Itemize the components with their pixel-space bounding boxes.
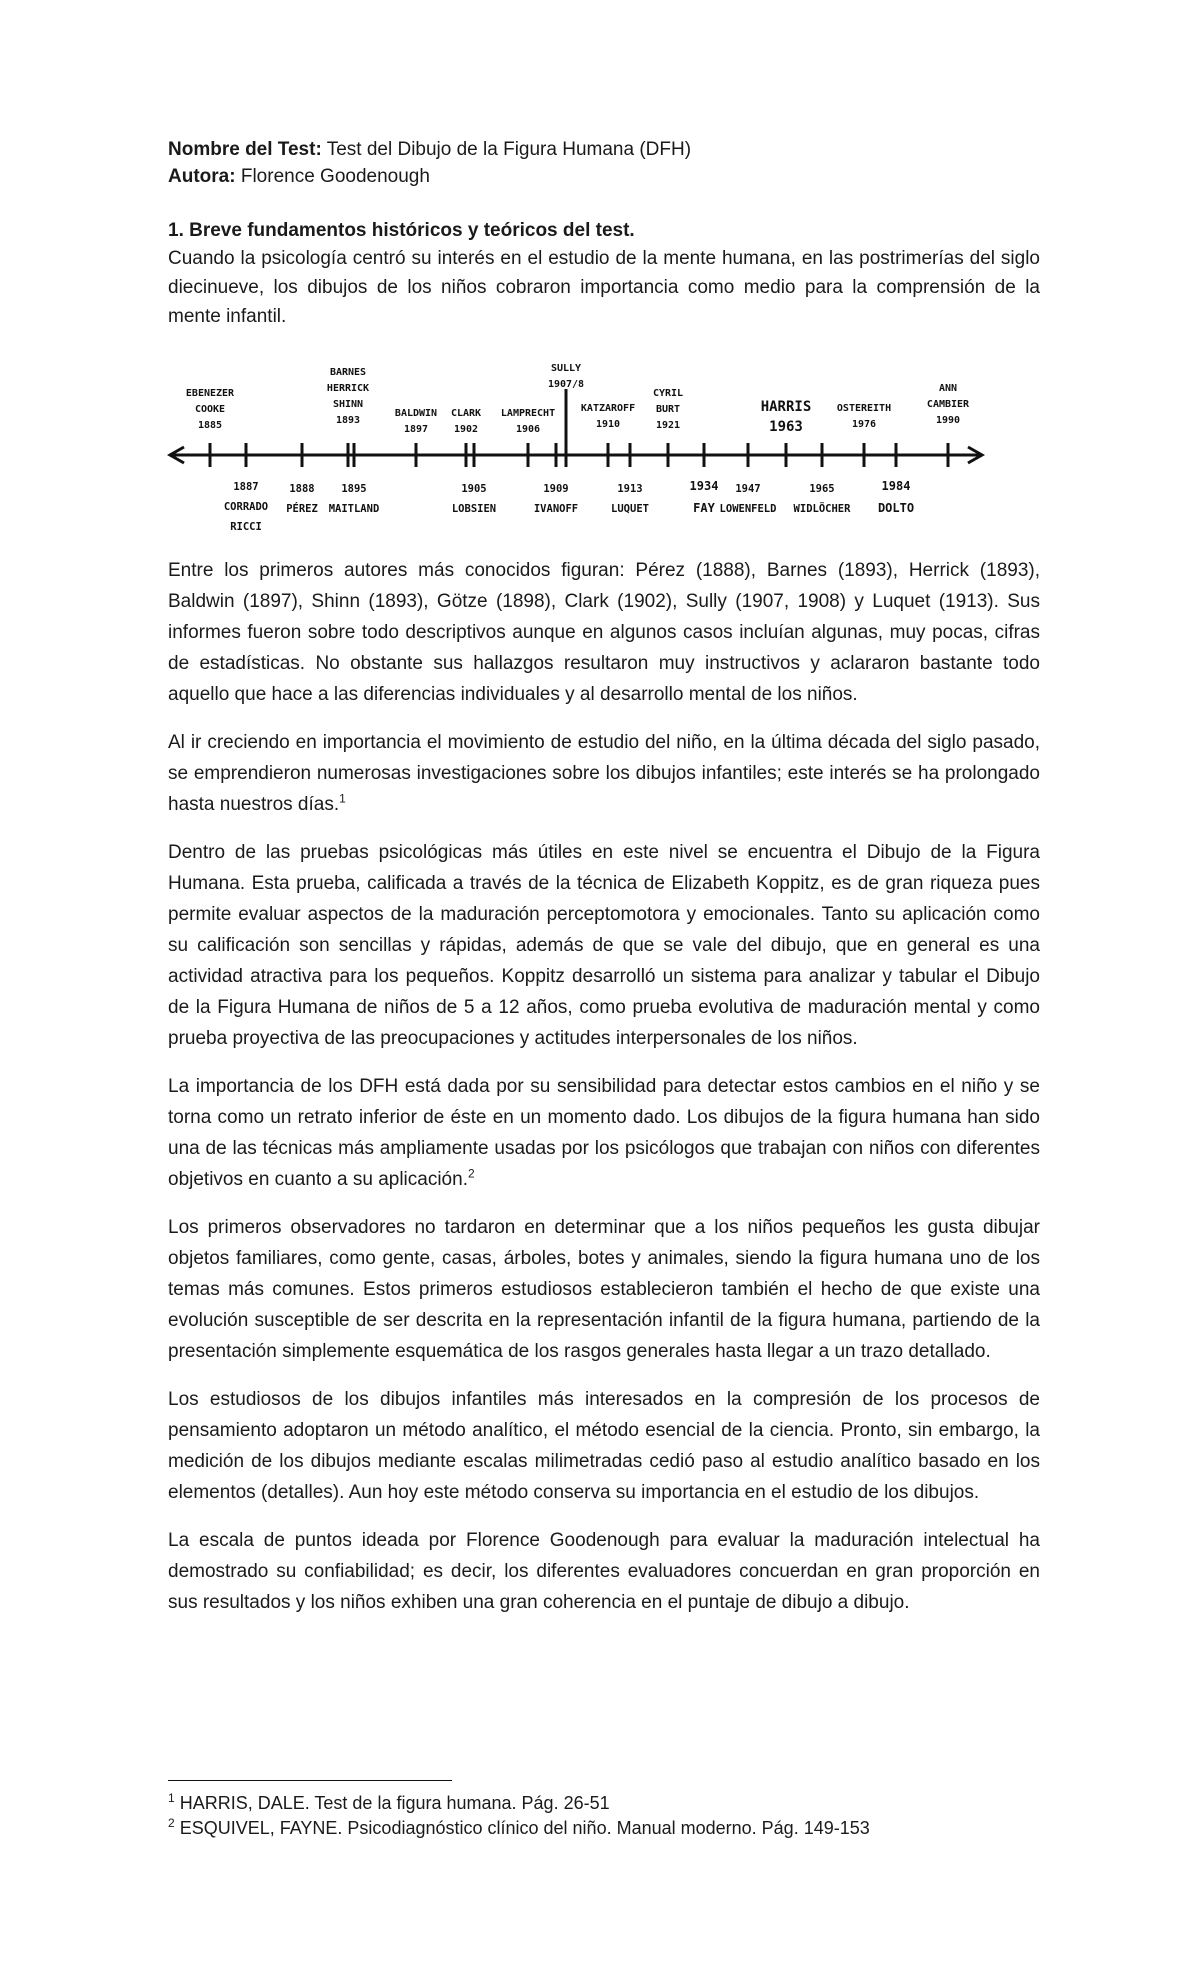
timeline-label-above: CYRIL [652, 388, 684, 399]
paragraph-importance-text: La importancia de los DFH está dada por su sensibilidad para detectar estos cambios en el niño y se torna como un retrato inferior de éste en un momento dado. Los dibujos de la figura humana han sido una de las técnicas más ampliamente usadas por los psicólogos que trabajan con niños con diferentes objetivos en cuanto a su aplicación. [168, 1076, 1040, 1190]
timeline-label-above: 1907/8 [547, 379, 585, 390]
timeline-label-above: OSTEREITH [836, 403, 892, 414]
author-value: Florence Goodenough [240, 166, 430, 187]
footnote-ref-2[interactable]: 2 [467, 1166, 475, 1181]
paragraph-observers: Los primeros observadores no tardaron en determinar que a los niños pequeños les gusta dibujar objetos familiares, como gente, casas, árboles, botes y animales, siendo la figura humana uno de los temas más comunes. Estos primeros estudiosos establecieron también el hecho de que existe una evolución susceptible de ser descrita en la representación infantil de la figura humana, partiendo de la presentación simplemente esquemática de los rasgos generales hasta llegar a un trazo detallado. [168, 1217, 1040, 1362]
footnote-separator [168, 1780, 452, 1781]
paragraph-goodenough-scale: La escala de puntos ideada por Florence Goodenough para evaluar la maduración intelectual ha demostrado su confiabilidad; es decir, los diferentes evaluadores concuerdan en gran proporción en sus resultados y los niños exhiben una gran coherencia en el puntaje de dibujo a dibujo. [168, 1530, 1040, 1613]
history-timeline [168, 349, 1040, 533]
test-name-value: Test del Dibujo de la Figura Humana (DFH) [326, 139, 692, 160]
timeline-label-above: CLARK [450, 408, 482, 419]
paragraph-koppitz: Dentro de las pruebas psicológicas más útiles en este nivel se encuentra el Dibujo de la Figura Humana. Esta prueba, calificada a través de la técnica de Elizabeth Koppitz, es de gran riqueza pues permite evaluar aspectos de la maduración perceptomotora y emocionales. Tanto su aplicación como su calificación son sencillas y rápidas, además de que se vale del dibujo, que en general es una actividad atractiva para los pequeños. Koppitz desarrolló un sistema para analizar y tabular el Dibujo de la Figura Humana de niños de 5 a 12 años, como prueba evolutiva de maduración mental y como prueba proyectiva de las preocupaciones y actitudes interpersonales de los niños. [168, 842, 1040, 1049]
timeline-label-below: LOBSIEN [451, 503, 497, 515]
timeline-label-above: KATZAROFF [580, 403, 636, 414]
timeline-label-below: PÉREZ [286, 503, 318, 515]
timeline-label-below: 1934 [689, 479, 719, 493]
timeline-label-above: SHINN [332, 399, 364, 410]
timeline-label-below: 1947 [735, 483, 761, 495]
timeline-label-above: EBENEZER [185, 388, 235, 399]
paragraph-movement-text: Al ir creciendo en importancia el movimiento de estudio del niño, en la última década del siglo pasado, se emprendieron numerosas investigaciones sobre los dibujos infantiles; este interés se ha prolongado hasta nuestros días. [168, 732, 1040, 815]
timeline-label-above: LAMPRECHT [500, 408, 556, 419]
timeline-label-below: 1965 [809, 483, 835, 495]
timeline-label-below: 1895 [341, 483, 367, 495]
timeline-label-above: BARNES [329, 367, 367, 378]
timeline-label-below: 1905 [461, 483, 487, 495]
footnote-text: ESQUIVEL, FAYNE. Psicodiagnóstico clínico del niño. Manual moderno. Pág. 149-153 [179, 1818, 870, 1838]
timeline-label-above: HARRIS [760, 399, 812, 415]
timeline-label-above: 1902 [453, 424, 479, 435]
author-label: Autora: [168, 166, 236, 187]
timeline-label-below: FAY [693, 501, 715, 515]
timeline-label-above: HERRICK [326, 383, 370, 394]
timeline-label-above: 1897 [403, 424, 429, 435]
timeline-label-below: IVANOFF [533, 503, 579, 515]
timeline-label-below: 1984 [881, 479, 911, 493]
timeline-label-above: CAMBIER [926, 399, 970, 410]
timeline-label-above: 1990 [935, 415, 961, 426]
timeline-label-below: 1913 [617, 483, 643, 495]
author-line [168, 163, 1040, 190]
timeline-label-above: BURT [655, 404, 681, 415]
timeline-label-above: 1893 [335, 415, 361, 426]
paragraph-importance [168, 1071, 1040, 1195]
timeline-label-below: RICCI [230, 521, 262, 533]
document-body [168, 136, 1040, 1618]
timeline-label-below: LUQUET [611, 503, 649, 515]
timeline-label-below: CORRADO [223, 501, 269, 513]
intro-paragraph: Cuando la psicología centró su interés en el estudio de la mente humana, en las postrimerías del siglo diecinueve, los dibujos de los niños cobraron importancia como medio para la comprensión de la mente infantil. [168, 248, 1040, 327]
footnote-ref-1[interactable]: 1 [339, 791, 346, 806]
test-name-line [168, 136, 1040, 163]
test-name-label: Nombre del Test: [168, 139, 322, 160]
timeline-label-below: WIDLÖCHER [793, 503, 851, 515]
timeline-label-below: LOWENFELD [719, 503, 777, 515]
footnote-number: 2 [168, 1816, 175, 1830]
timeline-label-above: ANN [938, 383, 958, 394]
timeline-label-below: 1909 [543, 483, 569, 495]
timeline-label-below: 1887 [233, 481, 259, 493]
timeline-graphic [158, 349, 1050, 533]
timeline-label-above: 1885 [197, 420, 223, 431]
paragraph-authors: Entre los primeros autores más conocidos figuran: Pérez (1888), Barnes (1893), Herrick (1893), Baldwin (1897), Shinn (1893), Götze (1898), Clark (1902), Sully (1907, 1908) y Luquet (1913). Sus informes fueron sobre todo descriptivos aunque en algunos casos incluían algunas, muy pocas, cifras de estadísticas. No obstante sus hallazgos resultaron muy instructivos y aclararon bastante todo aquello que hace a las diferencias individuales y al desarrollo mental de los niños. [168, 560, 1040, 705]
timeline-label-above: 1910 [595, 419, 621, 430]
timeline-label-above: BALDWIN [394, 408, 438, 419]
section-heading: 1. Breve fundamentos históricos y teóricos del test. [168, 220, 635, 241]
timeline-label-above: 1976 [851, 419, 877, 430]
timeline-label-above: 1963 [769, 419, 803, 435]
paragraph-movement [168, 727, 1040, 820]
timeline-label-above: 1921 [655, 420, 681, 431]
paragraph-analytic: Los estudiosos de los dibujos infantiles más interesados en la compresión de los procesos de pensamiento adoptaron un método analítico, el método esencial de la ciencia. Pronto, sin embargo, la medición de los dibujos mediante escalas milimetradas cedió paso al estudio analítico basado en los elementos (detalles). Aun hoy este método conserva su importancia en el estudio de los dibujos. [168, 1389, 1040, 1503]
timeline-label-above: COOKE [194, 404, 226, 415]
footnote-text: HARRIS, DALE. Test de la figura humana. Pág. 26-51 [179, 1793, 610, 1813]
timeline-label-above: SULLY [550, 363, 582, 374]
timeline-label-above: 1906 [515, 424, 541, 435]
timeline-label-below: DOLTO [877, 501, 915, 515]
footnote-1 [168, 1791, 1040, 1816]
footnote-2 [168, 1816, 1040, 1841]
timeline-label-below: 1888 [289, 483, 315, 495]
footnotes [168, 1780, 1040, 1841]
timeline-label-below: MAITLAND [328, 503, 380, 515]
footnote-number: 1 [168, 1791, 175, 1805]
